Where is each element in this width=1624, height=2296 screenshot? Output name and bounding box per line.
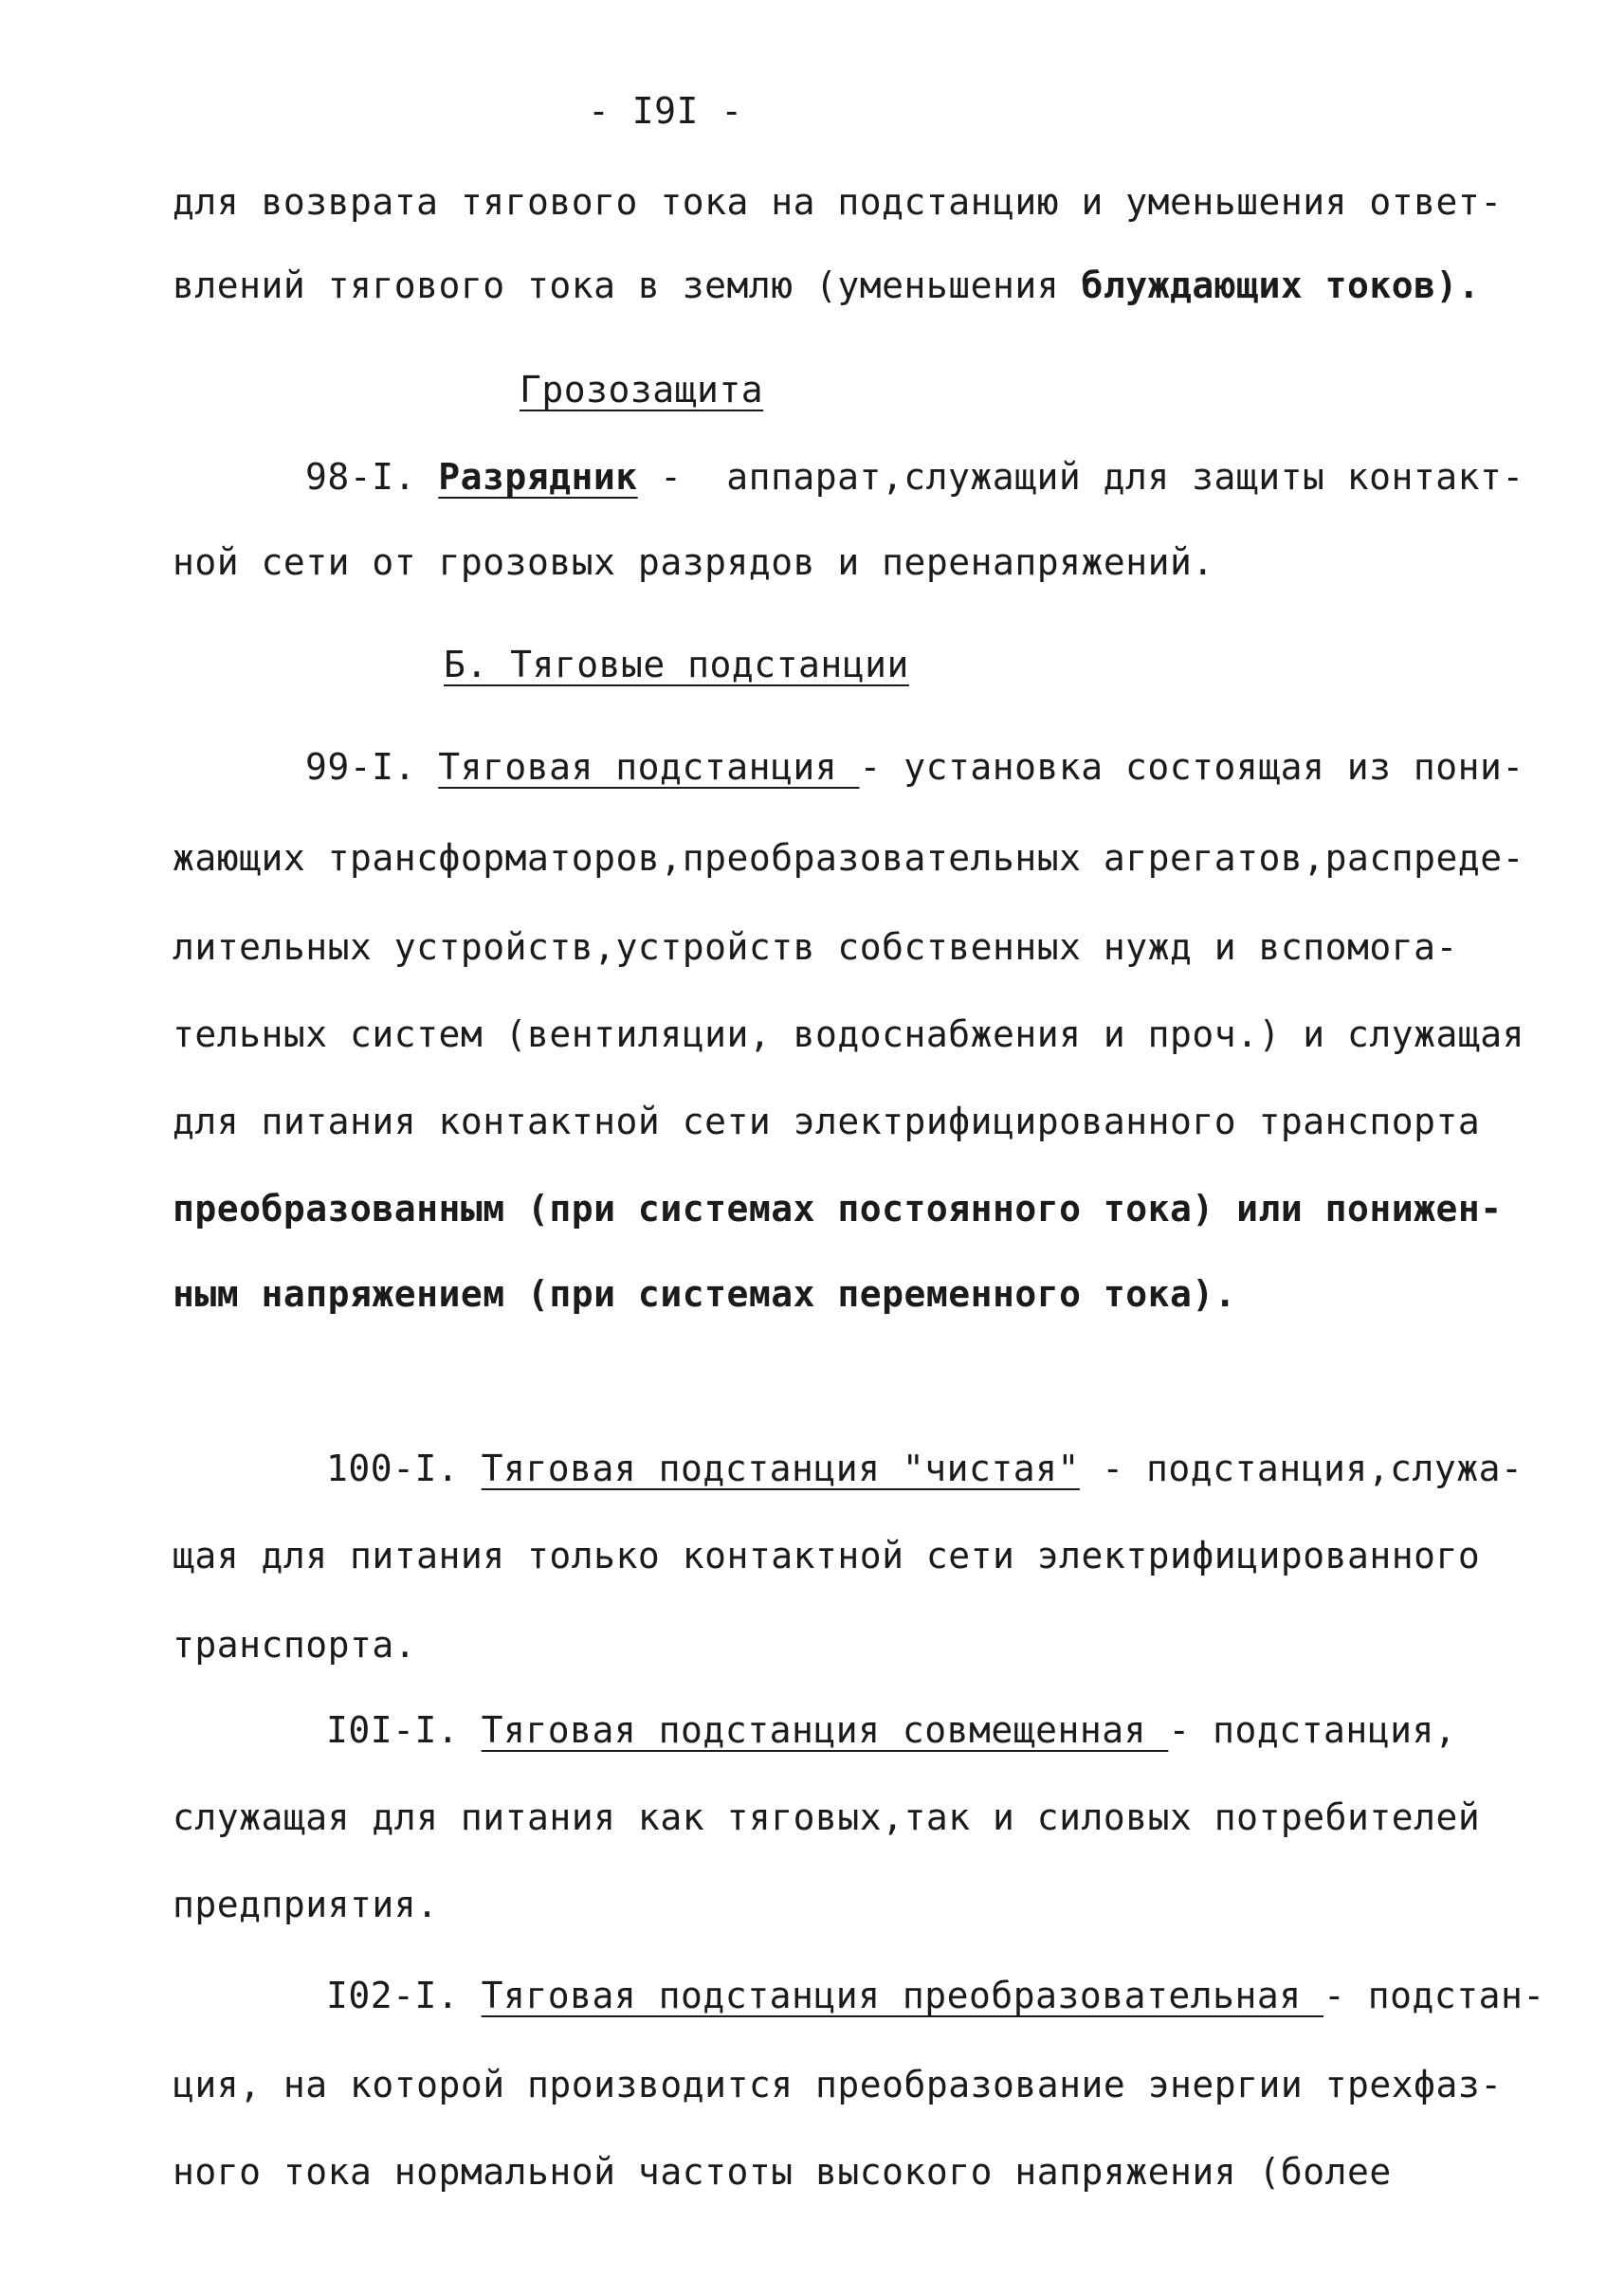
term-99-line-6: преобразованным (при системах постоянного тока) или понижен-: [173, 1188, 1503, 1230]
term-99-line-5: для питания контактной сети электрифицированного транспорта: [173, 1101, 1481, 1142]
term-102-term: Тяговая подстанция преобразовательная: [481, 1975, 1324, 2016]
page-number: - I9I -: [588, 90, 743, 132]
term-98-line-2: ной сети от грозовых разрядов и перенапряжений.: [173, 541, 1214, 583]
term-98-line-1: [305, 456, 1524, 498]
term-102-number: I02-I.: [326, 1975, 482, 2016]
term-99-number: 99-I.: [305, 746, 439, 788]
term-100-number: 100-I.: [326, 1448, 482, 1489]
term-102-line-1: [326, 1977, 1545, 2014]
term-99-line-2: жающих трансформаторов,преобразовательных агрегатов,распреде-: [173, 837, 1525, 879]
section-heading-b: Б. Тяговые подстанции: [444, 644, 909, 685]
term-102-line-1-rest: - подстан-: [1323, 1975, 1545, 2016]
term-99-line-1-rest: - установка состоящая из пони-: [859, 746, 1524, 788]
term-99-line-4: тельных систем (вентиляции, водоснабжения и проч.) и служащая: [173, 1013, 1525, 1055]
term-101-line-2: служащая для питания как тяговых,так и силовых потребителей: [173, 1796, 1481, 1838]
term-100-line-1-rest: - подстанция,служа-: [1079, 1448, 1524, 1489]
term-101-number: I0I-I.: [326, 1709, 482, 1751]
term-100-line-3: транспорта.: [173, 1624, 417, 1666]
intro-line-2-plain: влений тягового тока в землю (уменьшения: [173, 264, 1082, 306]
term-102-line-2: ция, на которой производится преобразование энергии трехфаз-: [173, 2064, 1503, 2105]
intro-line-1: для возврата тягового тока на подстанцию и уменьшения ответ-: [173, 181, 1503, 223]
term-99-line-1: [305, 746, 1524, 788]
term-100-line-1: [326, 1448, 1524, 1489]
term-99-term: Тяговая подстанция: [438, 746, 860, 788]
intro-line-2: [173, 264, 1481, 306]
term-101-line-1-rest: - подстанция,: [1168, 1709, 1457, 1751]
term-100-line-2: щая для питания только контактной сети электрифицированного: [173, 1535, 1481, 1576]
term-98-term: Разрядник: [438, 456, 638, 498]
term-98-line-1-rest: - аппарат,служащий для защиты контакт-: [637, 456, 1524, 498]
term-99-line-3: лительных устройств,устройств собственных нужд и вспомога-: [173, 926, 1458, 968]
term-98-number: 98-I.: [305, 456, 439, 498]
term-102-line-3: ного тока нормальной частоты высокого напряжения (более: [173, 2151, 1392, 2193]
term-99-line-7: ным напряжением (при системах переменного тока).: [173, 1273, 1237, 1315]
term-100-term: Тяговая подстанция "чистая": [481, 1448, 1080, 1489]
term-101-line-3: предприятия.: [173, 1884, 439, 1925]
term-101-term: Тяговая подстанция совмещенная: [481, 1709, 1169, 1751]
section-heading-groza: Грозозащита: [520, 369, 764, 410]
intro-line-2-bold: блуждающих токов).: [1081, 264, 1481, 306]
term-101-line-1: [326, 1709, 1457, 1751]
